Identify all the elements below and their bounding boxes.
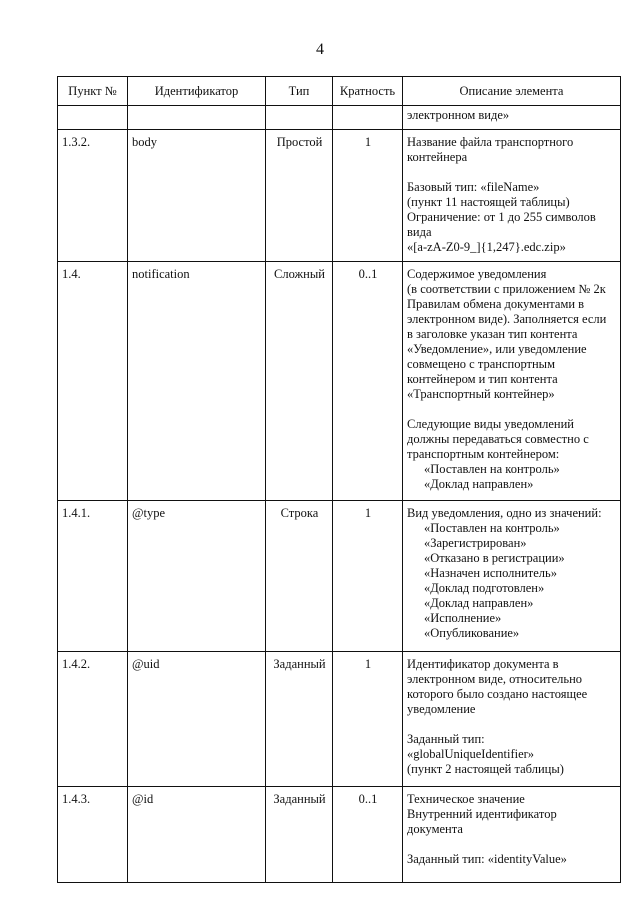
cell-description: [403, 106, 621, 130]
description-line: вида: [407, 225, 432, 239]
description-line: Техническое значение: [407, 792, 525, 806]
header-type: Тип: [266, 77, 333, 106]
description-line: «globalUniqueIdentifier»: [407, 747, 535, 761]
description-line: [407, 717, 617, 732]
table-row: [58, 262, 621, 501]
cell-description: [403, 130, 621, 262]
description-line: электронном виде, относительно: [407, 672, 583, 686]
description-line: «Поставлен на контроль»: [424, 462, 560, 476]
description-line: (пункт 11 настоящей таблицы): [407, 195, 570, 209]
cell-identifier: @type: [128, 501, 266, 652]
table-header-row: [58, 77, 621, 106]
cell-type: Сложный: [266, 262, 333, 501]
description-line: «Исполнение»: [424, 611, 502, 625]
table-row: [58, 787, 621, 883]
description-line: Заданный тип:: [407, 732, 485, 746]
description-line: (в соответствии с приложением № 2к: [407, 282, 606, 296]
table-row: [58, 130, 621, 262]
cell-num: 1.4.: [58, 262, 128, 501]
description-line: «[a-zA-Z0-9_]{1,247}.edc.zip»: [407, 240, 566, 254]
spec-table: [57, 76, 621, 883]
description-line: «Зарегистрирован»: [424, 536, 527, 550]
description-line: «Назначен исполнитель»: [424, 566, 557, 580]
cell-identifier: notification: [128, 262, 266, 501]
cell-identifier: [128, 106, 266, 130]
cell-description: [403, 262, 621, 501]
description-line: которого было создано настоящее: [407, 687, 588, 701]
description-line: должны передаваться совместно с: [407, 432, 589, 446]
cell-type: Простой: [266, 130, 333, 262]
description-line: уведомление: [407, 702, 476, 716]
cell-num: 1.4.2.: [58, 652, 128, 787]
header-identifier: Идентификатор: [128, 77, 266, 106]
cell-num: 1.3.2.: [58, 130, 128, 262]
description-line: электронном виде). Заполняется если: [407, 312, 607, 326]
page-number: 4: [316, 41, 324, 58]
table-row: [58, 501, 621, 652]
table-row: [58, 106, 621, 130]
description-line: (пункт 2 настоящей таблицы): [407, 762, 564, 776]
cell-num: [58, 106, 128, 130]
description-line: [407, 402, 617, 417]
cell-cardinality: 1: [333, 652, 403, 787]
description-line: контейнером и тип контента: [407, 372, 558, 386]
cell-description: [403, 787, 621, 883]
cell-cardinality: 0..1: [333, 787, 403, 883]
description-line: Базовый тип: «fileName»: [407, 180, 540, 194]
cell-type: Заданный: [266, 787, 333, 883]
description-line: Ограничение: от 1 до 255 символов: [407, 210, 596, 224]
description-line: «Поставлен на контроль»: [424, 521, 560, 535]
description-line: Содержимое уведомления: [407, 267, 547, 281]
description-line: документа: [407, 822, 463, 836]
cell-identifier: body: [128, 130, 266, 262]
description-line: «Опубликование»: [424, 626, 520, 640]
cell-description: [403, 501, 621, 652]
description-line: «Доклад направлен»: [424, 596, 534, 610]
description-line: контейнера: [407, 150, 468, 164]
description-line: «Уведомление», или уведомление: [407, 342, 587, 356]
cell-cardinality: 1: [333, 130, 403, 262]
description-line: Идентификатор документа в: [407, 657, 559, 671]
cell-num: 1.4.1.: [58, 501, 128, 652]
description-line: в заголовке указан тип контента: [407, 327, 578, 341]
description-line: Правилам обмена документами в: [407, 297, 585, 311]
description-line: «Доклад подготовлен»: [424, 581, 545, 595]
description-line: «Доклад направлен»: [424, 477, 534, 491]
description-line: Вид уведомления, одно из значений:: [407, 506, 602, 520]
cell-identifier: @uid: [128, 652, 266, 787]
description-line: [407, 837, 617, 852]
description-line: совмещено с транспортным: [407, 357, 555, 371]
table-row: [58, 652, 621, 787]
description-line: Внутренний идентификатор: [407, 807, 557, 821]
cell-identifier: @id: [128, 787, 266, 883]
description-line: [407, 165, 617, 180]
description-line: транспортным контейнером:: [407, 447, 560, 461]
cell-cardinality: 0..1: [333, 262, 403, 501]
cell-type: [266, 106, 333, 130]
table-body: [58, 106, 621, 883]
header-cardinality: Кратность: [333, 77, 403, 106]
description-line: [407, 867, 617, 882]
cell-num: 1.4.3.: [58, 787, 128, 883]
description-line: Следующие виды уведомлений: [407, 417, 574, 431]
header-num: Пункт №: [58, 77, 128, 106]
cell-type: Строка: [266, 501, 333, 652]
description-line: Заданный тип: «identityValue»: [407, 852, 567, 866]
cell-type: Заданный: [266, 652, 333, 787]
cell-cardinality: [333, 106, 403, 130]
description-line: «Отказано в регистрации»: [424, 551, 565, 565]
cell-cardinality: 1: [333, 501, 403, 652]
description-line: «Транспортный контейнер»: [407, 387, 555, 401]
header-description: Описание элемента: [403, 77, 621, 106]
description-line: Название файла транспортного: [407, 135, 574, 149]
cell-description: [403, 652, 621, 787]
description-line: электронном виде»: [407, 108, 510, 122]
